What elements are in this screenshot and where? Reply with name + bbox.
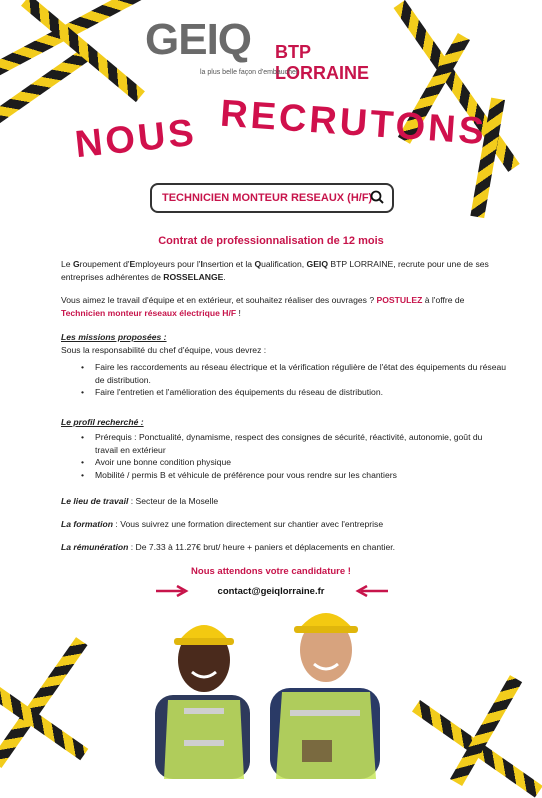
contract-type: Contrat de professionnalisation de 12 mois [158,235,384,247]
training-label: La formation [61,519,114,529]
headline-word-2: RECRUTONS [218,92,489,154]
contact-email-link[interactable]: contact@geiqlorraine.fr [217,586,325,597]
workers-photo [140,600,400,779]
headline [70,92,489,170]
training-line: La formation : Vous suivrez une formation directement sur chantier avec l'entreprise [61,519,384,529]
missions-intro: Sous la responsabilité du chef d'équipe, vous devrez : [61,345,267,355]
list-item: • Avoir une bonne condition physique [81,456,507,469]
logo-tagline: la plus belle façon d'embaucher [200,69,299,76]
geiq-logo [145,15,405,83]
list-item: • Prérequis : Ponctualité, dynamisme, respect des consignes de sécurité, réactivité, autonomie, goût du travail en extérieur [81,431,507,456]
profile-heading: Le profil recherché : [61,417,144,427]
job-title: TECHNICIEN MONTEUR RESEAUX (H/F) [162,192,373,204]
call-to-action: Nous attendons votre candidature ! [191,566,351,577]
logo-brand: GEIQ [145,15,252,64]
arrow-left-icon [355,585,389,597]
list-item: • Faire les raccordements au réseau électrique et la vérification régulière de l'état des équipements du réseau de distribution. [81,361,507,386]
list-item: • Mobilité / permis B et véhicule de préférence pour vous rendre sur les chantiers [81,469,507,482]
profile-list [61,431,507,481]
apply-paragraph: Vous aimez le travail d'équipe et en extérieur, et souhaitez réaliser des ouvrages ? POSTULEZ à l'offre de Technicien monteur réseaux électrique H/F ! [61,295,465,318]
job-title-box [150,183,394,213]
logo-suffix: BTP LORRAINE [275,42,369,83]
search-icon [370,190,384,204]
salary-line: La rémunération : De 7.33 à 11.27€ brut/ heure + paniers et déplacements en chantier. [61,542,396,552]
workplace-label: Le lieu de travail [61,496,129,506]
missions-heading: Les missions proposées : [61,332,167,342]
headline-word-1: NOUS [73,111,199,167]
missions-list [61,361,507,399]
salary-label: La rémunération [61,542,129,552]
workplace-line: Le lieu de travail : Secteur de la Moselle [61,496,219,506]
intro-paragraph: Le Groupement d'Employeurs pour l'Insertion et la Qualification, GEIQ BTP LORRAINE, recrute pour une de ses entreprises adhérentes de ROSSELANGE. [61,259,489,282]
list-item: • Faire l'entretien et l'amélioration des équipements du réseau de distribution. [81,386,507,399]
